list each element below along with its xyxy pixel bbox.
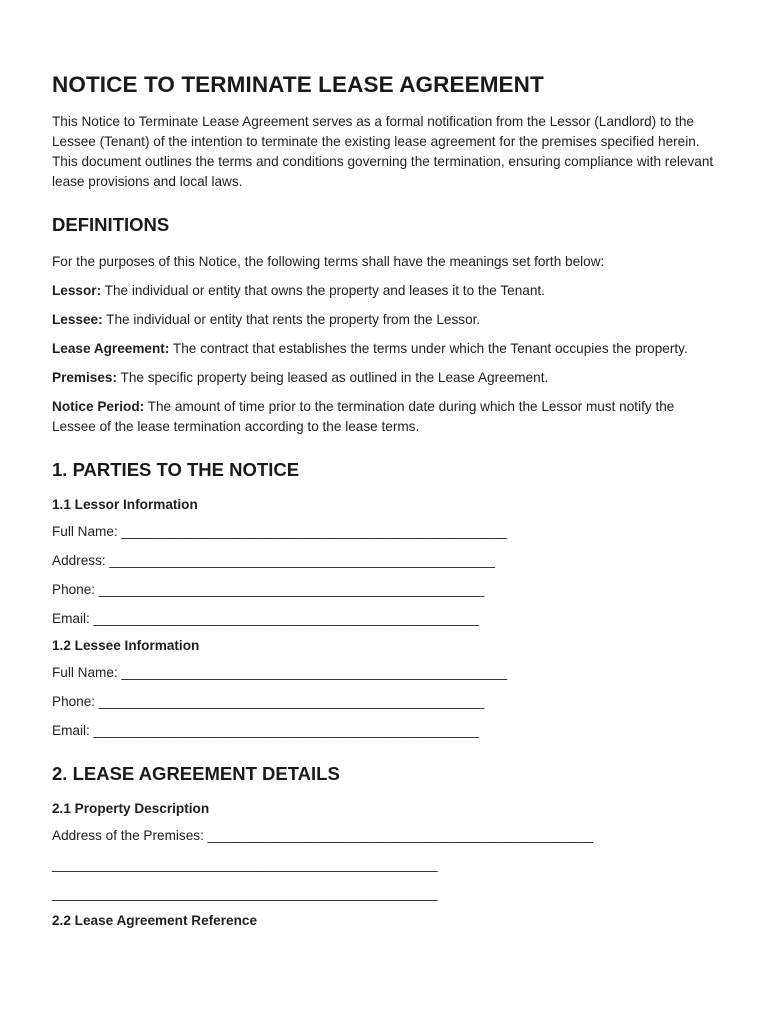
property-description-heading: 2.1 Property Description [52,801,210,816]
definition-text: The specific property being leased as outlined in the Lease Agreement. [117,370,549,385]
lessee-info-heading: 1.2 Lessee Information [52,638,200,653]
lessor-phone-field: Phone: ___________________________________________________ [52,582,485,597]
definition-term: Notice Period: [52,399,145,414]
definition-term: Lessor: [52,283,102,298]
lessee-full-name-field: Full Name: ___________________________________________________ [52,665,508,680]
definition-lessee [52,310,718,330]
lessee-phone-field: Phone: ___________________________________________________ [52,694,485,709]
lease-reference-heading: 2.2 Lease Agreement Reference [52,913,258,928]
definitions-lead: For the purposes of this Notice, the following terms shall have the meanings set forth below: [52,254,605,269]
lessor-full-name-field: Full Name: ___________________________________________________ [52,524,508,539]
lessor-info-heading: 1.1 Lessor Information [52,497,198,512]
definition-lessor [52,281,718,301]
premises-address-field: Address of the Premises: ___________________________________________________ [52,828,594,843]
definitions-heading: DEFINITIONS [52,214,170,235]
intro-paragraph: This Notice to Terminate Lease Agreement serves as a formal notification from the Lessor (Landlord) to the Lessee (Tenant) of the intention to terminate the existing lease agreement for the premises specified herein. This document outlines the terms and conditions governing the termination, ensuring compliance with relevant lease provisions and local laws. [52,114,714,189]
definition-term: Lessee: [52,312,103,327]
definition-text: The individual or entity that owns the property and leases it to the Tenant. [101,283,545,298]
document-title: NOTICE TO TERMINATE LEASE AGREEMENT [52,72,544,97]
definition-notice-period [52,397,718,437]
definition-term: Premises: [52,370,117,385]
premises-blank-line: ___________________________________________________ [52,857,438,872]
definition-text: The individual or entity that rents the property from the Lessor. [102,312,481,327]
lessor-address-field: Address: ___________________________________________________ [52,553,495,568]
section-2-heading: 2. LEASE AGREEMENT DETAILS [52,763,340,784]
definition-text: The amount of time prior to the termination date during which the Lessor must notify the Lessee of the lease termination according to the lease terms. [52,399,675,434]
premises-blank-line: ___________________________________________________ [52,886,438,901]
lessor-email-field: Email: ___________________________________________________ [52,611,480,626]
lessee-email-field: Email: ___________________________________________________ [52,723,480,738]
definition-term: Lease Agreement: [52,341,170,356]
definition-text: The contract that establishes the terms under which the Tenant occupies the property. [169,341,688,356]
section-1-heading: 1. PARTIES TO THE NOTICE [52,459,300,480]
definition-premises [52,368,718,388]
definition-lease-agreement [52,339,718,359]
